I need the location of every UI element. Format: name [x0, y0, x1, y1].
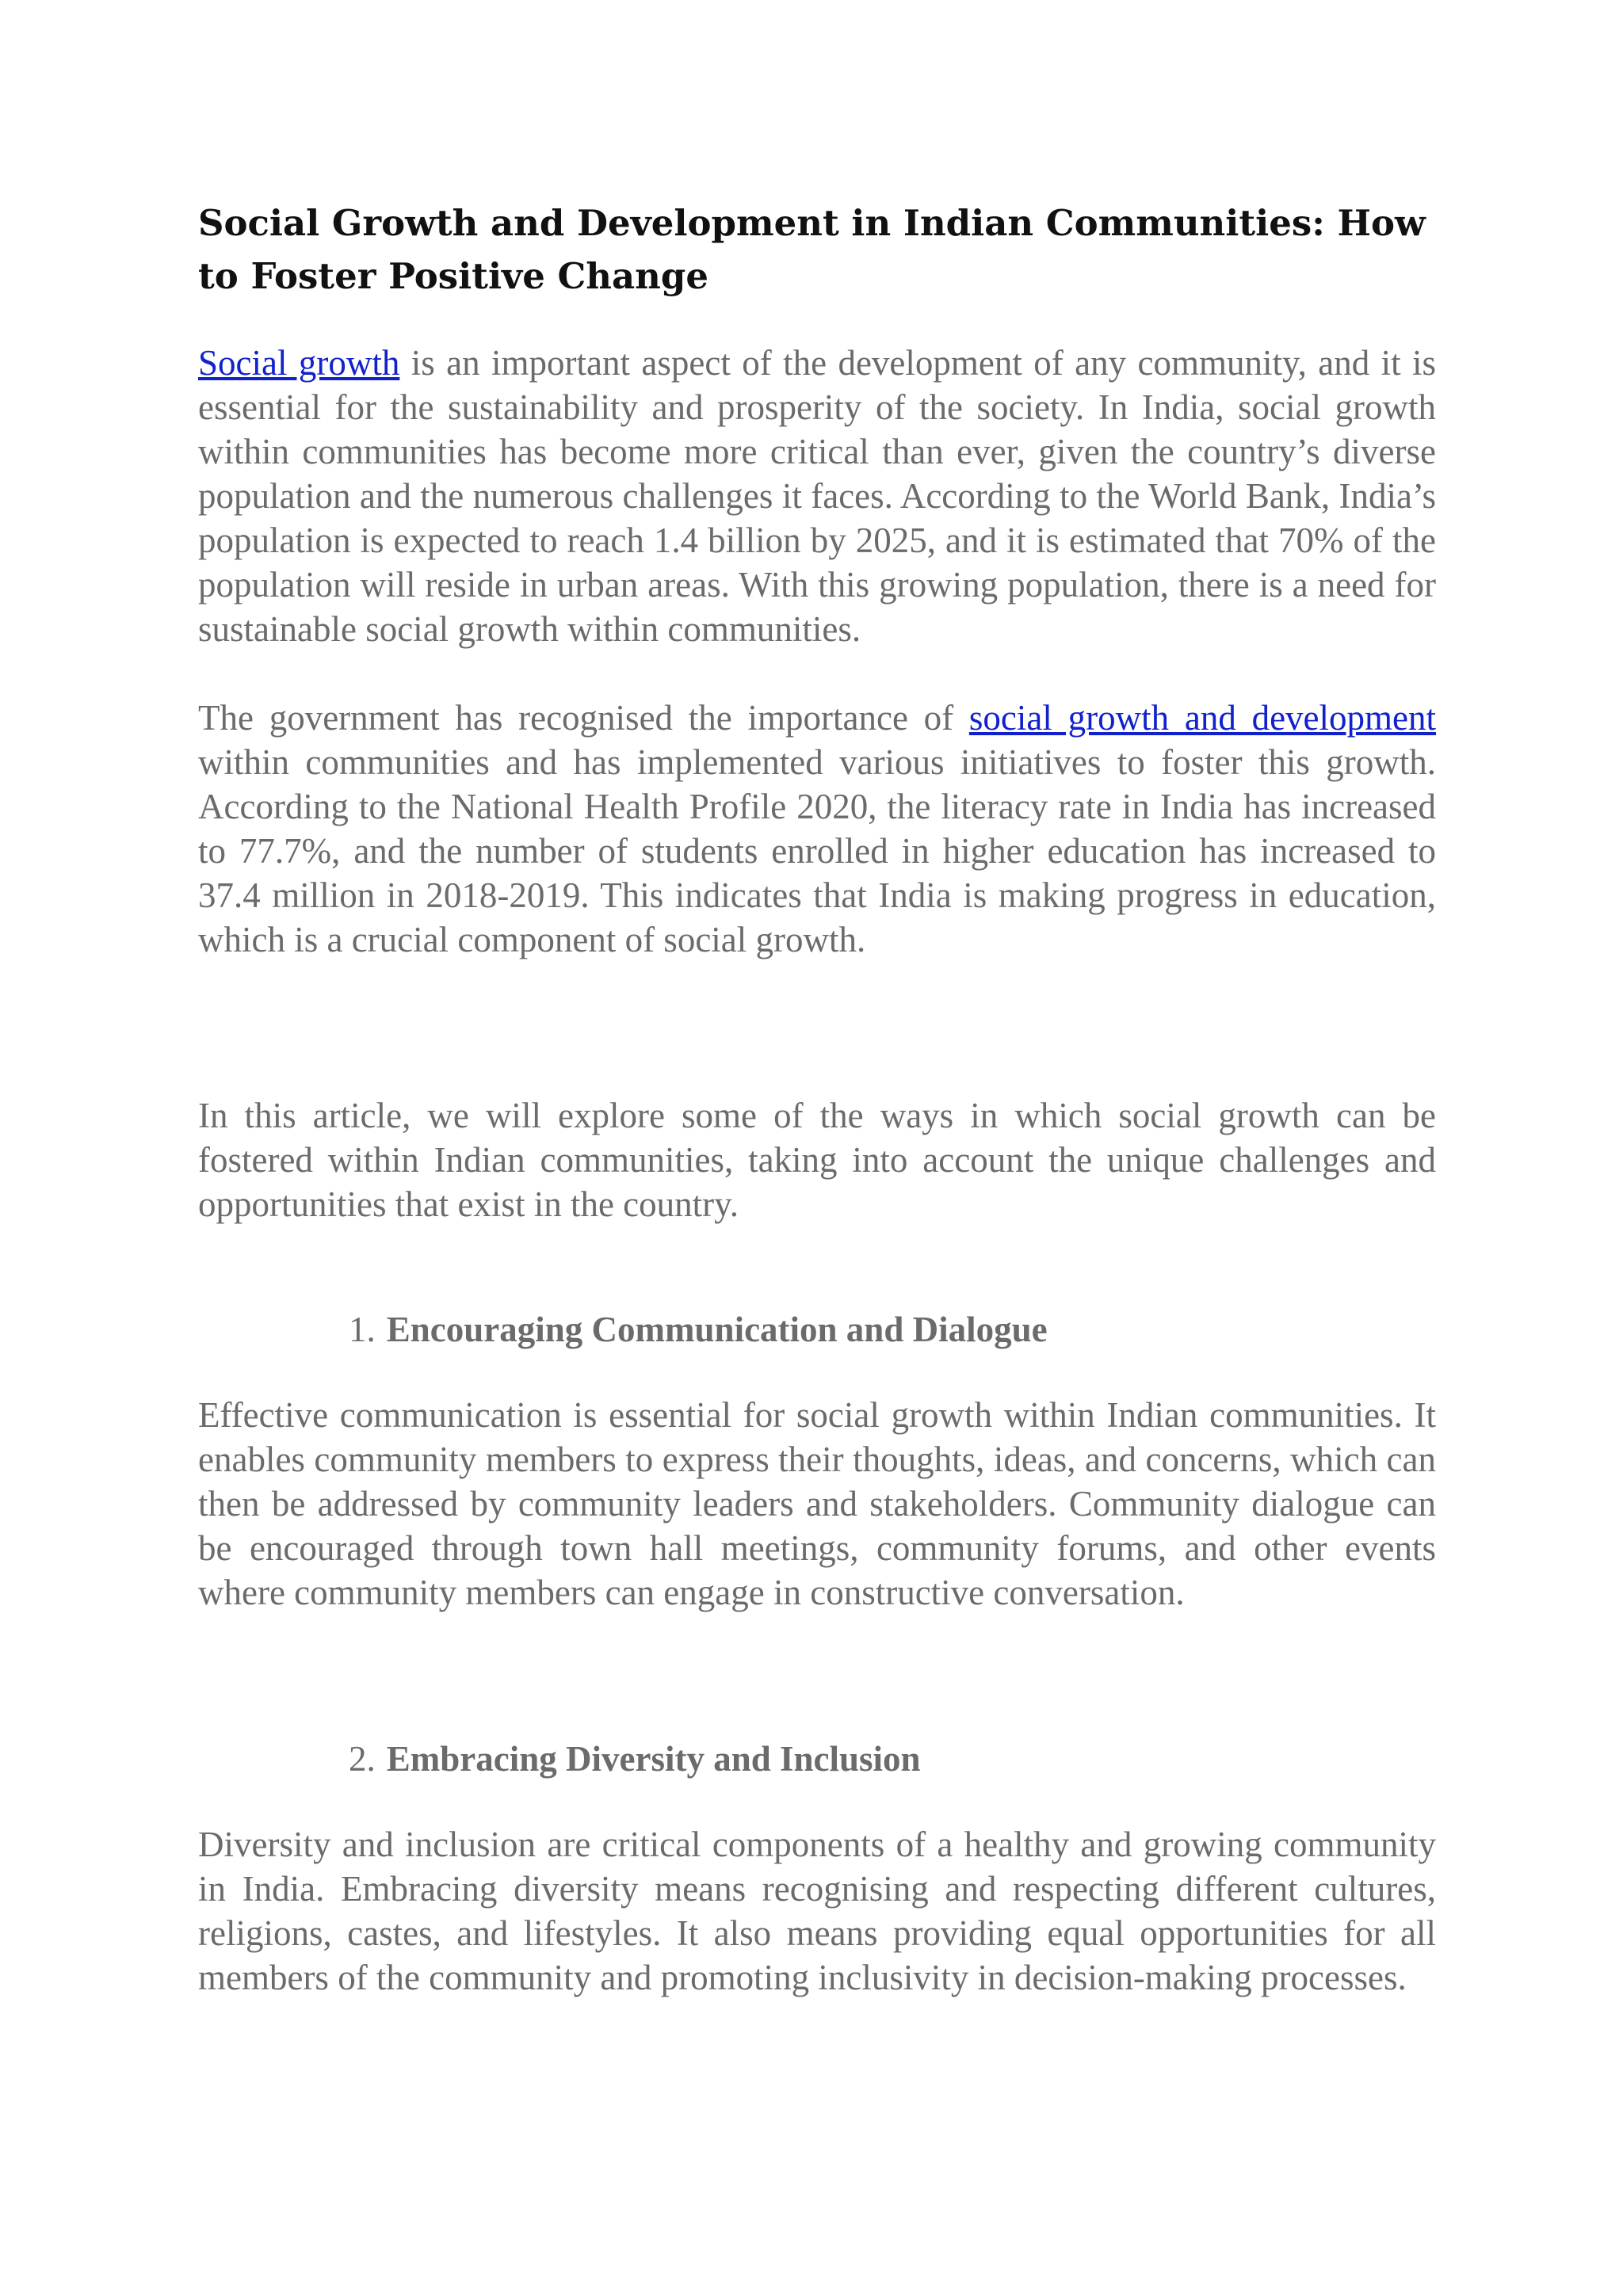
government-paragraph — [198, 696, 1436, 962]
section-heading-text: Embracing Diversity and Inclusion — [386, 1739, 921, 1779]
government-text-after: within communities and has implemented various initiatives to foster this growth. According to the National Health Profile 2020, the literacy rate in India has increased to 77.7%, and the number of students enrolled in higher education has increased to 37.4 million in 2018-2019. This indicates that India is making progress in education, which is a crucial component of social growth. — [198, 742, 1436, 959]
section-number: 2. — [349, 1739, 376, 1779]
section-heading-communication — [349, 1307, 1379, 1352]
page-title: Social Growth and Development in Indian Communities: How to Foster Positive Change — [198, 202, 1426, 297]
section-number: 1. — [349, 1310, 376, 1349]
government-text-before: The government has recognised the importance of — [198, 698, 969, 738]
section-heading-diversity — [349, 1737, 1379, 1781]
intro-paragraph — [198, 341, 1436, 651]
social-growth-development-link[interactable]: social growth and development — [968, 698, 1436, 738]
section-heading-text: Encouraging Communication and Dialogue — [386, 1310, 1048, 1349]
intro-text: is an important aspect of the development of any community, and it is essential for the sustainability and prosperity of the society. In India, social growth within communities has become more critical than ever, given the country’s diverse population and the numerous challenges it faces. According to the World Bank, India’s population is expected to reach 1.4 billion by 2025, and it is estimated that 70% of the population will reside in urban areas. With this growing population, there is a need for sustainable social growth within communities. — [198, 343, 1436, 649]
article-intro-paragraph: In this article, we will explore some of the ways in which social growth can be fostered within Indian communities, taking into account the unique challenges and opportunities that exist in the country. — [198, 1096, 1436, 1224]
section-body-diversity: Diversity and inclusion are critical components of a healthy and growing community in India. Embracing diversity means recognising and respecting different cultures, religions, castes, and lifestyles. It also means providing equal opportunities for all members of the community and promoting inclusivity in decision-making processes. — [198, 1825, 1436, 1997]
social-growth-link[interactable]: Social growth — [198, 343, 400, 383]
section-body-communication: Effective communication is essential for social growth within Indian communities. It enables community members to express their thoughts, ideas, and concerns, which can then be addressed by community leaders and stakeholders. Community dialogue can be encouraged through town hall meetings, community forums, and other events where community members can engage in constructive conversation. — [198, 1395, 1436, 1612]
